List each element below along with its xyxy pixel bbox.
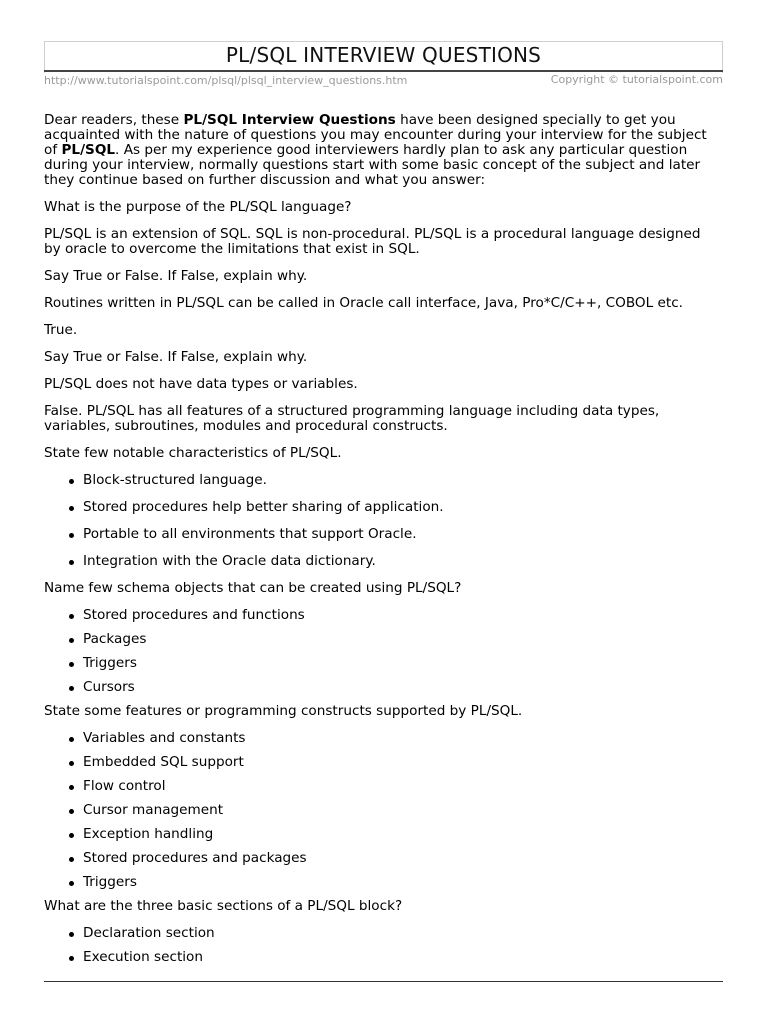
list-item: Packages	[44, 632, 716, 647]
statement-2: Routines written in PL/SQL can be called in Oracle call interface, Java, Pro*C/C++, COBOL etc.	[44, 295, 683, 311]
list-item: Declaration section	[44, 926, 716, 941]
header-divider	[44, 70, 723, 72]
page-title: PL/SQL INTERVIEW QUESTIONS	[225, 43, 542, 67]
footer-divider	[44, 981, 723, 982]
list-item: Execution section	[44, 950, 716, 965]
list-item: Triggers	[44, 656, 716, 671]
document-body	[44, 113, 716, 974]
list-item: Stored procedures and functions	[44, 608, 716, 623]
source-url: http://www.tutorialspoint.com/plsql/plsql_interview_questions.htm	[44, 74, 408, 87]
intro-paragraph: Dear readers, these PL/SQL Interview Questions have been designed specially to get you acquainted with the nature of questions you may encounter during your interview for the subject of PL/SQL. As per my experience good interviewers hardly plan to ask any particular question during your interview, normally questions start with some basic concept of the subject and later they continue based on further discussion and what you answer:	[44, 112, 707, 188]
list-item: Block-structured language.	[44, 473, 716, 488]
document-page	[44, 41, 723, 982]
list-item: Stored procedures help better sharing of application.	[44, 500, 716, 515]
list-item: Stored procedures and packages	[44, 851, 716, 866]
schema-objects-list	[44, 608, 716, 695]
features-list	[44, 731, 716, 890]
statement-3: PL/SQL does not have data types or variables.	[44, 376, 358, 392]
copyright-notice: Copyright © tutorialspoint.com	[550, 73, 723, 86]
characteristics-list	[44, 473, 716, 569]
question-7: What are the three basic sections of a PL/SQL block?	[44, 898, 403, 914]
question-3: Say True or False. If False, explain why.	[44, 349, 308, 365]
list-item: Portable to all environments that support Oracle.	[44, 527, 716, 542]
list-item: Cursors	[44, 680, 716, 695]
answer-3: False. PL/SQL has all features of a structured programming language including data types, variables, subroutines, modules and procedural constructs.	[44, 403, 660, 434]
list-item: Integration with the Oracle data dictionary.	[44, 554, 716, 569]
list-item: Variables and constants	[44, 731, 716, 746]
question-4: State few notable characteristics of PL/SQL.	[44, 445, 342, 461]
list-item: Cursor management	[44, 803, 716, 818]
list-item: Triggers	[44, 875, 716, 890]
question-5: Name few schema objects that can be created using PL/SQL?	[44, 580, 462, 596]
list-item: Flow control	[44, 779, 716, 794]
answer-1: PL/SQL is an extension of SQL. SQL is non-procedural. PL/SQL is a procedural language designed by oracle to overcome the limitations that exist in SQL.	[44, 226, 701, 257]
list-item: Embedded SQL support	[44, 755, 716, 770]
list-item: Exception handling	[44, 827, 716, 842]
question-2: Say True or False. If False, explain why.	[44, 268, 308, 284]
answer-2: True.	[44, 322, 78, 338]
question-1: What is the purpose of the PL/SQL language?	[44, 199, 352, 215]
block-sections-list	[44, 926, 716, 965]
question-6: State some features or programming constructs supported by PL/SQL.	[44, 703, 523, 719]
